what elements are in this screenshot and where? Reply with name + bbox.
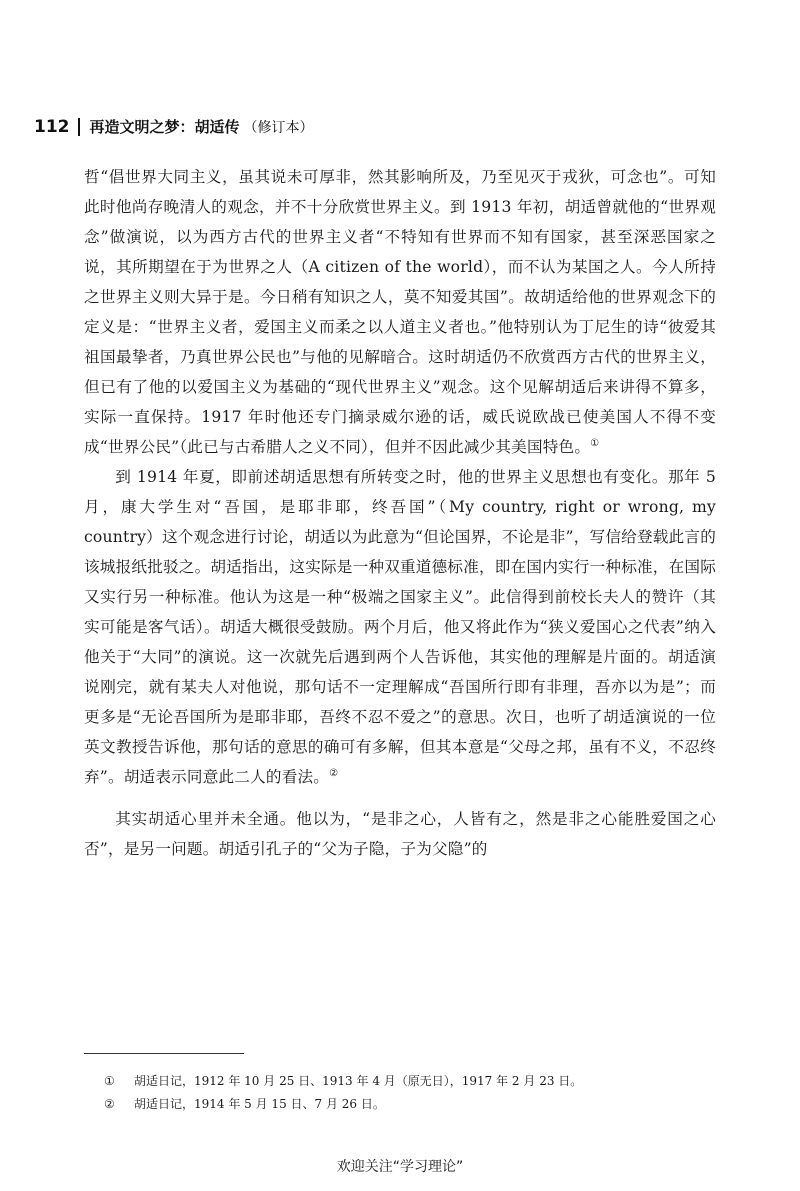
header-divider xyxy=(78,118,80,136)
footnote-mark: ② xyxy=(104,1097,115,1111)
footnote-item xyxy=(104,1070,714,1093)
page-footer: 欢迎关注“学习理论” xyxy=(336,1159,464,1175)
book-title: 再造文明之梦：胡适传 xyxy=(89,118,240,136)
footnote-ref-2[interactable]: ② xyxy=(329,767,339,779)
paragraph-text: 哲“倡世界大同主义，虽其说未可厚非，然其影响所及，乃至见灭于戎狄，可念也”。可知此时他尚存晚清人的观念，并不十分欣赏世界主义。到 1913 年初，胡适曾就他的“世界观念”做演说，以为西方古代的世界主义者“不特知有世界而不知有国家，甚至深恶国家之说，其所期望在于为世界之人（A citizen of the world），而不认为某国之人。今人所持之世界主义则大异于是。今日稍有知识之人，莫不知爱其国”。故胡适给他的世界观念下的定义是：“世界主义者，爱国主义而柔之以人道主义者也。”他特别认为丁尼生的诗“彼爱其祖国最挚者，乃真世界公民也”与他的见解暗合。这时胡适仍不欣赏西方古代的世界主义，但已有了他的以爱国主义为基础的“现代世界主义”观念。这个见解胡适后来讲得不算多，实际一直保持。1917 年时他还专门摘录威尔逊的话，威氏说欧战已使美国人不得不变成“世界公民”（此已与古希腊人之义不同），但并不因此减少其美国特色。 xyxy=(84,168,716,456)
page-number: 112 xyxy=(34,116,70,137)
footnote-ref-1[interactable]: ① xyxy=(590,437,600,449)
book-subtitle: （修订本） xyxy=(243,119,314,136)
body-text xyxy=(84,162,716,864)
running-header xyxy=(34,116,314,137)
footnote-item xyxy=(104,1093,714,1116)
footnote-text: 胡适日记，1914 年 5 月 15 日、7 月 26 日。 xyxy=(134,1097,385,1111)
paragraph-continued xyxy=(84,162,716,462)
footnote-mark: ① xyxy=(104,1074,115,1088)
footnote-divider xyxy=(84,1053,244,1054)
paragraph-text: 到 1914 年夏，即前述胡适思想有所转变之时，他的世界主义思想也有变化。那年 5 月，康大学生对“吾国，是耶非耶，终吾国”（My country, right or wrong, my country）这个观念进行讨论，胡适以为此意为“但论国界，不论是非”，写信给登载此言的该城报纸批驳之。胡适指出，这实际是一种双重道德标准，即在国内实行一种标准，在国际又实行另一种标准。他认为这是一种“极端之国家主义”。此信得到前校长夫人的赞许（其实可能是客气话）。胡适大概很受鼓励。两个月后，他又将此作为“狭义爱国心之代表”纳入他关于“大同”的演说。这一次就先后遇到两个人告诉他，其实他的理解是片面的。胡适演说刚完，就有某夫人对他说，那句话不一定理解成“吾国所行即有非理，吾亦以为是”；而更多是“无论吾国所为是耶非耶，吾终不忍不爱之”的意思。次日，也听了胡适演说的一位英文教授告诉他，那句话的意思的确可有多解，但其本意是“父母之邦，虽有不义，不忍终弃”。胡适表示同意此二人的看法。 xyxy=(84,468,716,786)
paragraph-text: 其实胡适心里并未全通。他以为，“是非之心，人皆有之，然是非之心能胜爱国之心否”，是另一问题。胡适引孔子的“父为子隐，子为父隐”的 xyxy=(84,810,716,858)
paragraph xyxy=(84,804,716,864)
paragraph xyxy=(84,462,716,792)
footnotes xyxy=(104,1070,714,1116)
footnote-text: 胡适日记，1912 年 10 月 25 日、1913 年 4 月（原无日），1917 年 2 月 23 日。 xyxy=(134,1074,583,1088)
